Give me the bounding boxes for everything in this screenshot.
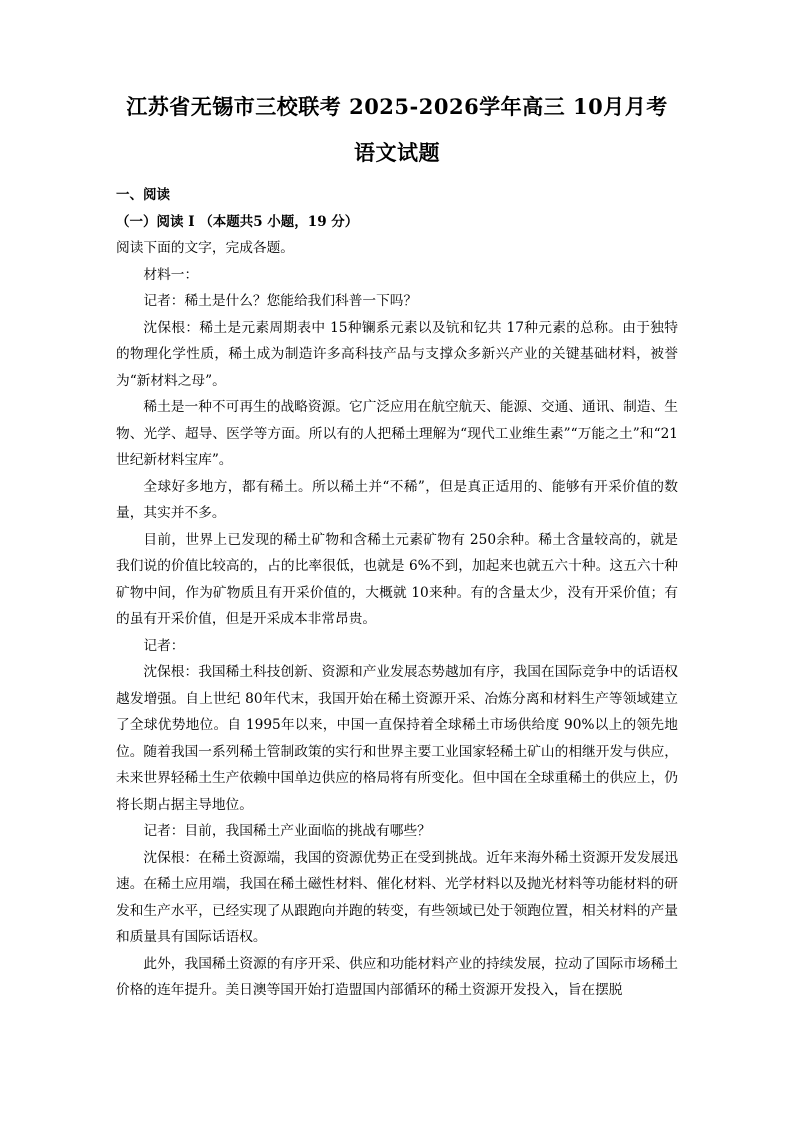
paragraph: 此外，我国稀土资源的有序开采、供应和功能材料产业的持续发展，拉动了国际市场稀土价格的连年提升。美日澳等国开始打造盟国内部循环的稀土资源开发投入，旨在摆脱 — [116, 955, 678, 998]
paragraph: 记者：稀土是什么？您能给我们科普一下吗？ — [143, 293, 418, 309]
paragraph: 沈保根：我国稀土科技创新、资源和产业发展态势越加有序，我国在国际竞争中的话语权越发增强。自上世纪 80年代末，我国开始在稀土资源开采、冶炼分离和材料生产等领域建立了全球优势地位。自 1995年以来，中国一直保持着全球稀土市场供给度 90%以上的领先地位。随着我国一系列稀土管制政策的实行和世界主要工业国家轻稀土矿山的相继开发与供应，未来世界轻稀土生产依赖中国单边供应的格局将有所变化。但中国在全球重稀土的供应上，仍将长期占据主导地位。 — [116, 664, 678, 813]
document-title: 江苏省无锡市三校联考 2025-2026学年高三 10月月考 — [126, 94, 668, 119]
paragraph: 材料一： — [143, 266, 199, 283]
document-subtitle: 语文试题 — [354, 140, 440, 165]
section-heading: 一、阅读 — [116, 187, 170, 203]
instruction-text: 阅读下面的文字，完成各题。 — [116, 240, 294, 256]
paragraph: 记者： — [143, 637, 185, 654]
paragraph: 沈保根：稀土是元素周期表中 15种镧系元素以及钪和钇共 17种元素的总称。由于独特的物理化学性质，稀土成为制造许多高科技产品与支撑众多新兴产业的关键基础材料，被誉为“新材料之母”。 — [116, 319, 678, 389]
paragraph: 全球好多地方，都有稀土。所以稀土并“不稀”，但是真正适用的、能够有开采价值的数量，其实并不多。 — [116, 478, 678, 521]
subsection-heading: （一）阅读 I （本题共5 小题，19 分） — [116, 213, 359, 230]
paragraph: 稀土是一种不可再生的战略资源。它广泛应用在航空航天、能源、交通、通讯、制造、生物、光学、超导、医学等方面。所以有的人把稀土理解为“现代工业维生素”“万能之土”和“21世纪新材料宝库”。 — [116, 399, 678, 468]
paragraph: 沈保根：在稀土资源端，我国的资源优势正在受到挑战。近年来海外稀土资源开发发展迅速。在稀土应用端，我国在稀土磁性材料、催化材料、光学材料以及抛光材料等功能材料的研发和生产水平，已经实现了从跟跑向并跑的转变，有些领域已处于领跑位置，相关材料的产量和质量具有国际话语权。 — [116, 849, 678, 945]
paragraph: 记者：目前，我国稀土产业面临的挑战有哪些？ — [143, 823, 431, 839]
paragraph: 目前，世界上已发现的稀土矿物和含稀土元素矿物有 250余种。稀土含量较高的，就是我们说的价值比较高的，占的比率很低，也就是 6%不到，加起来也就五六十种。这五六十种矿物中间，作为矿物质且有开采价值的，大概就 10来种。有的含量太少，没有开采价值；有的虽有开采价值，但是开采成本非常昂贵。 — [116, 531, 678, 627]
